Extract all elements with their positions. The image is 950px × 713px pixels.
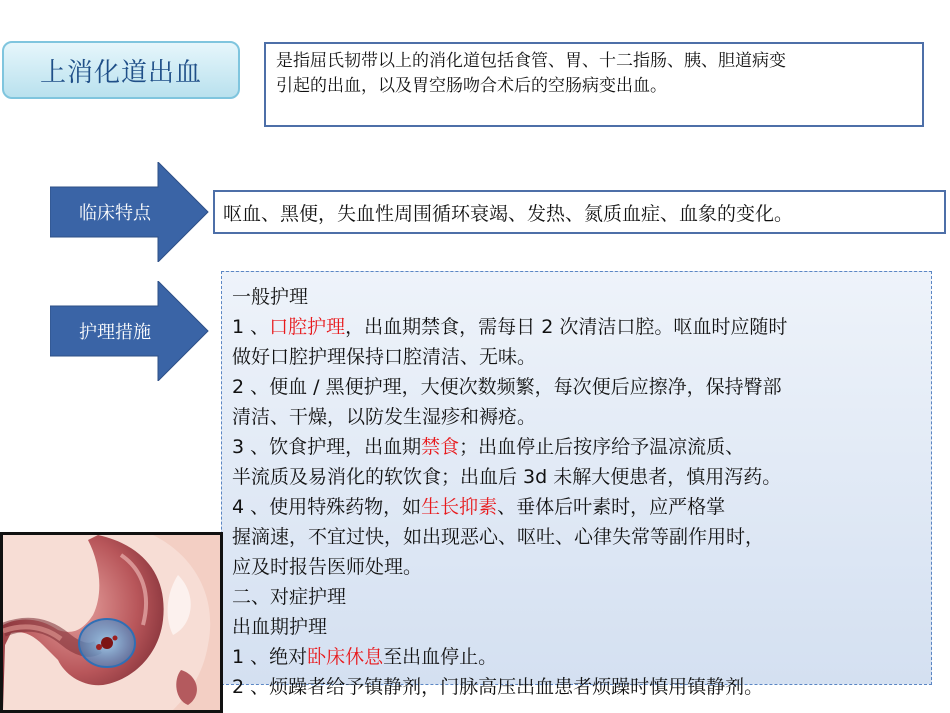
nursing-line bbox=[232, 312, 931, 342]
nursing-line bbox=[232, 342, 931, 372]
stomach-bleeding-illustration bbox=[0, 532, 223, 713]
definition-line: 引起的出血，以及胃空肠吻合术后的空肠病变出血。 bbox=[276, 76, 667, 96]
clinical-label: 临床特点 bbox=[79, 203, 151, 224]
clinical-text: 呕血、黑便，失血性周围循环衰竭、发热、氮质血症、血象的变化。 bbox=[223, 202, 794, 225]
nursing-line bbox=[232, 582, 931, 612]
nursing-line bbox=[232, 642, 931, 672]
nursing-line bbox=[232, 282, 931, 312]
clinical-arrow bbox=[50, 162, 210, 262]
page-title: 上消化道出血 bbox=[2, 41, 240, 99]
nursing-line bbox=[232, 432, 931, 462]
nursing-text: 1 、 bbox=[232, 316, 270, 338]
nursing-measures-box bbox=[221, 271, 932, 698]
highlight-text: 禁食 bbox=[421, 436, 460, 458]
definition-box bbox=[264, 42, 924, 127]
clinical-features-box bbox=[213, 190, 946, 234]
nursing-line bbox=[232, 492, 931, 522]
nursing-text: ；出血停止后按序给予温凉流质、 bbox=[459, 436, 745, 458]
nursing-line bbox=[232, 402, 931, 432]
nursing-text: 1 、绝对 bbox=[232, 646, 308, 668]
nursing-text: 清洁、干燥，以防发生湿疹和褥疮。 bbox=[232, 406, 537, 428]
highlight-text: 口腔护理 bbox=[269, 316, 346, 338]
nursing-line bbox=[232, 522, 931, 552]
nursing-line bbox=[232, 672, 931, 702]
nursing-line bbox=[232, 462, 931, 492]
nursing-text: 出血期护理 bbox=[232, 616, 328, 638]
nursing-arrow bbox=[50, 281, 210, 381]
nursing-text: 2 、便血 / 黑便护理，大便次数频繁，每次便后应擦净，保持臀部 bbox=[232, 376, 782, 398]
definition-line: 是指屈氏韧带以上的消化道包括食管、胃、十二指肠、胰、胆道病变 bbox=[276, 51, 786, 71]
nursing-text: 做好口腔护理保持口腔清洁、无味。 bbox=[232, 346, 537, 368]
nursing-text: 3 、饮食护理，出血期 bbox=[232, 436, 422, 458]
nursing-text: 握滴速，不宜过快，如出现恶心、呕吐、心律失常等副作用时， bbox=[232, 526, 765, 548]
nursing-text: 应及时报告医师处理。 bbox=[232, 556, 423, 578]
nursing-text: 一般护理 bbox=[232, 286, 309, 308]
nursing-text: 2 、烦躁者给予镇静剂，门脉高压出血患者烦躁时慎用镇静剂。 bbox=[232, 676, 764, 698]
highlight-text: 生长抑素 bbox=[421, 496, 498, 518]
nursing-text: 4 、使用特殊药物，如 bbox=[232, 496, 422, 518]
nursing-text: 、垂体后叶素时，应严格掌 bbox=[497, 496, 726, 518]
nursing-line bbox=[232, 372, 931, 402]
nursing-text: 至出血停止。 bbox=[383, 646, 498, 668]
nursing-text: 半流质及易消化的软饮食；出血后 3d 未解大便患者，慎用泻药。 bbox=[232, 466, 782, 488]
nursing-text: ，出血期禁食，需每日 2 次清洁口腔。呕血时应随时 bbox=[345, 316, 788, 338]
nursing-line bbox=[232, 552, 931, 582]
stomach-image bbox=[3, 535, 220, 710]
highlight-text: 卧床休息 bbox=[307, 646, 384, 668]
nursing-line bbox=[232, 612, 931, 642]
nursing-text: 二、对症护理 bbox=[232, 586, 347, 608]
nursing-label: 护理措施 bbox=[79, 322, 151, 343]
